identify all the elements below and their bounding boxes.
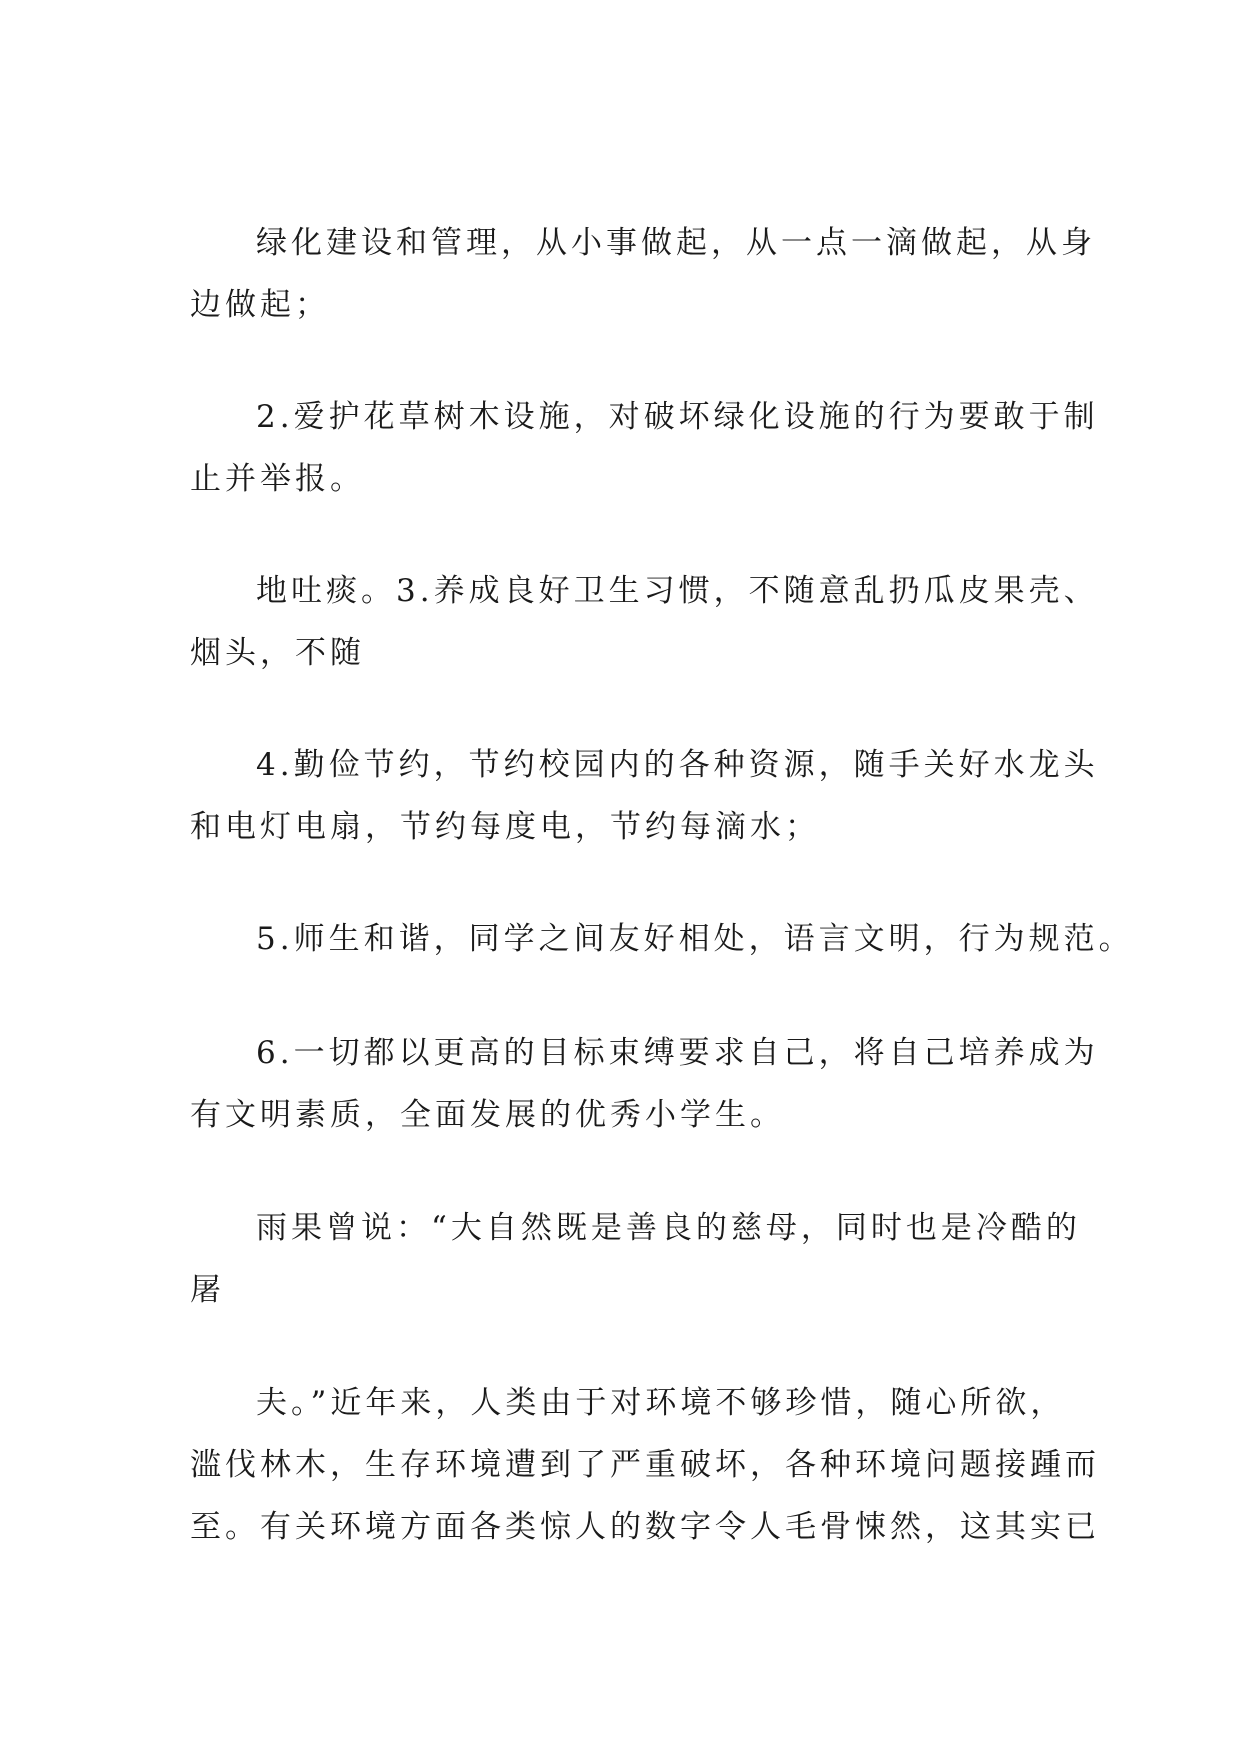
paragraph-line: 地吐痰。3.养成良好卫生习惯，不随意乱扔瓜皮果壳、: [256, 573, 1099, 609]
paragraph-line: 绿化建设和管理，从小事做起，从一点一滴做起，从身: [256, 225, 1096, 261]
paragraph-hugo-quote: [190, 1197, 1081, 1321]
paragraph-line: 边做起；: [190, 287, 330, 323]
paragraph-line: 6.一切都以更高的目标束缚要求自己，将自己培养成为: [256, 1035, 1099, 1071]
paragraph-line: 夫。”近年来，人类由于对环境不够珍惜，随心所欲，: [256, 1385, 1066, 1421]
paragraph-greening: [190, 212, 1096, 336]
paragraph-environment: [190, 1372, 1100, 1558]
paragraph-line: 5.师生和谐，同学之间友好相处，语言文明，行为规范。: [256, 921, 1134, 957]
paragraph-item-3: [190, 560, 1099, 684]
paragraph-line: 至。有关环境方面各类惊人的数字令人毛骨悚然，这其实已: [190, 1509, 1100, 1545]
paragraph-line: 屠: [190, 1272, 225, 1308]
paragraph-line: 滥伐林木，生存环境遭到了严重破坏，各种环境问题接踵而: [190, 1447, 1100, 1483]
paragraph-line: 4.勤俭节约，节约校园内的各种资源，随手关好水龙头: [256, 747, 1099, 783]
paragraph-item-5: [190, 908, 1134, 970]
paragraph-item-4: [190, 734, 1099, 858]
paragraph-line: 烟头，不随: [190, 635, 365, 671]
paragraph-line: 和电灯电扇，节约每度电，节约每滴水；: [190, 809, 820, 845]
paragraph-item-2: [190, 386, 1099, 510]
paragraph-line: 雨果曾说：“大自然既是善良的慈母，同时也是冷酷的: [256, 1210, 1081, 1246]
paragraph-line: 止并举报。: [190, 461, 365, 497]
paragraph-line: 2.爱护花草树木设施，对破坏绿化设施的行为要敢于制: [256, 399, 1099, 435]
paragraph-line: 有文明素质，全面发展的优秀小学生。: [190, 1097, 785, 1133]
paragraph-item-6: [190, 1022, 1099, 1146]
